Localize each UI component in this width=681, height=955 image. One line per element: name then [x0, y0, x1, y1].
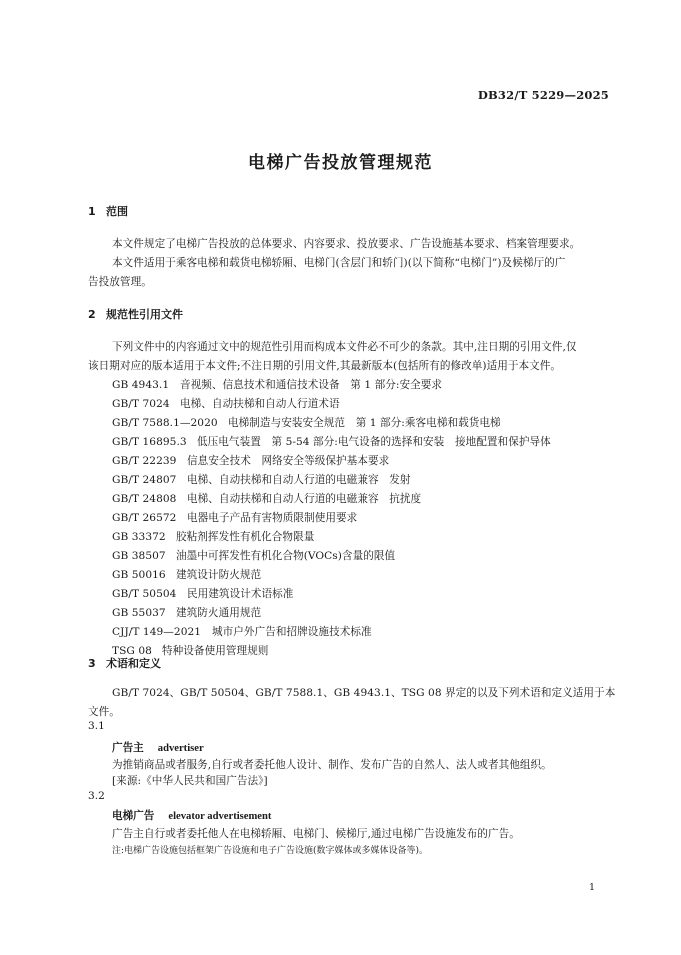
reference-title: 电梯、自动扶梯和自动人行道的电磁兼容 发射: [187, 474, 411, 486]
document-code: DB32/T 5229—2025: [477, 88, 609, 102]
reference-title: 低压电气装置 第 5-54 部分:电气设备的选择和安装 接地配置和保护导体: [197, 436, 551, 448]
reference-item: [112, 510, 357, 525]
paragraph: 本文件适用于乘客电梯和载货电梯轿厢、电梯门(含层门和轿门)(以下简称“电梯门”)及候梯厅的广: [112, 257, 566, 269]
reference-item: [112, 491, 421, 506]
reference-code: GB 33372: [112, 531, 166, 543]
paragraph: GB/T 7024、GB/T 50504、GB/T 7588.1、GB 4943.1、TSG 08 界定的以及下列术语和定义适用于本: [112, 687, 616, 699]
reference-item: [112, 415, 501, 430]
section-2-heading: [88, 306, 183, 322]
term-number: 3.2: [88, 790, 105, 802]
reference-title: 电梯、自动扶梯和自动人行道的电磁兼容 抗扰度: [187, 493, 422, 505]
reference-title: 音视频、信息技术和通信技术设备 第 1 部分:安全要求: [180, 379, 443, 391]
section-1-heading: [88, 203, 128, 219]
section-title: 规范性引用文件: [106, 308, 183, 321]
section-title: 范围: [106, 205, 128, 218]
page-number: 1: [588, 882, 595, 893]
section-number: 2: [88, 308, 96, 321]
reference-title: 电梯、自动扶梯和自动人行道术语: [180, 398, 340, 410]
reference-title: 特种设备使用管理规则: [162, 645, 269, 657]
term-en: advertiser: [157, 743, 204, 754]
reference-code: GB 50016: [112, 569, 166, 581]
reference-title: 油墨中可挥发性有机化合物(VOCs)含量的限值: [176, 550, 396, 562]
reference-code: GB/T 24807: [112, 474, 177, 486]
reference-item: [112, 567, 261, 582]
reference-item: [112, 529, 314, 544]
paragraph-continuation: 该日期对应的版本适用于本文件;不注日期的引用文件,其最新版本(包括所有的修改单)适用于本文件。: [88, 360, 562, 372]
reference-title: 信息安全技术 网络安全等级保护基本要求: [187, 455, 390, 467]
paragraph: 本文件规定了电梯广告投放的总体要求、内容要求、投放要求、广告设施基本要求、档案管理要求。: [112, 238, 581, 250]
reference-code: TSG 08: [112, 645, 152, 657]
reference-code: GB/T 16895.3: [112, 436, 187, 448]
reference-item: [112, 434, 551, 449]
reference-item: [112, 472, 411, 487]
paragraph: 下列文件中的内容通过文中的规范性引用而构成本文件必不可少的条款。其中,注日期的引用文件,仅: [112, 341, 577, 353]
term-definition: 为推销商品或者服务,自行或者委托他人设计、制作、发布广告的自然人、法人或者其他组织。: [112, 759, 552, 771]
term-note: 注:电梯广告设施包括框架广告设施和电子广告设施(数字媒体或多媒体设备等)。: [112, 846, 429, 856]
reference-item: [112, 624, 372, 639]
reference-title: 建筑设计防火规范: [176, 569, 262, 581]
reference-item: [112, 548, 395, 563]
reference-code: CJJ/T 149—2021: [112, 626, 202, 638]
reference-title: 电器电子产品有害物质限制使用要求: [187, 512, 358, 524]
term-heading: [112, 808, 271, 823]
section-number: 3: [88, 657, 96, 670]
reference-code: GB 4943.1: [112, 379, 170, 391]
reference-code: GB/T 50504: [112, 588, 177, 600]
reference-title: 胶粘剂挥发性有机化合物限量: [176, 531, 315, 543]
section-number: 1: [88, 205, 96, 218]
reference-title: 建筑防火通用规范: [176, 607, 262, 619]
term-number: 3.1: [88, 720, 105, 732]
reference-item: [112, 453, 389, 468]
term-en: elevator advertisement: [168, 811, 272, 822]
reference-item: [112, 377, 442, 392]
term-zh: 广告主: [112, 742, 144, 754]
reference-item: [112, 605, 261, 620]
reference-item: [112, 396, 340, 411]
reference-code: GB/T 24808: [112, 493, 177, 505]
term-source: [来源:《中华人民共和国广告法》]: [112, 775, 268, 787]
reference-code: GB/T 7024: [112, 398, 170, 410]
reference-title: 电梯制造与安装安全规范 第 1 部分:乘客电梯和载货电梯: [228, 417, 501, 429]
reference-code: GB 38507: [112, 550, 166, 562]
paragraph-continuation: 告投放管理。: [88, 276, 152, 288]
reference-code: GB/T 7588.1—2020: [112, 417, 218, 429]
reference-code: GB/T 26572: [112, 512, 177, 524]
document-title: 电梯广告投放管理规范: [248, 153, 433, 173]
section-3-heading: [88, 655, 161, 671]
reference-title: 城市户外广告和招牌设施技术标准: [212, 626, 372, 638]
term-definition: 广告主自行或者委托他人在电梯轿厢、电梯门、候梯厅,通过电梯广告设施发布的广告。: [112, 828, 520, 840]
reference-item: [112, 586, 293, 601]
reference-title: 民用建筑设计术语标准: [187, 588, 294, 600]
reference-code: GB 55037: [112, 607, 166, 619]
paragraph-continuation: 文件。: [88, 706, 120, 718]
reference-code: GB/T 22239: [112, 455, 177, 467]
term-zh: 电梯广告: [112, 810, 155, 822]
section-title: 术语和定义: [106, 657, 161, 670]
term-heading: [112, 740, 204, 755]
